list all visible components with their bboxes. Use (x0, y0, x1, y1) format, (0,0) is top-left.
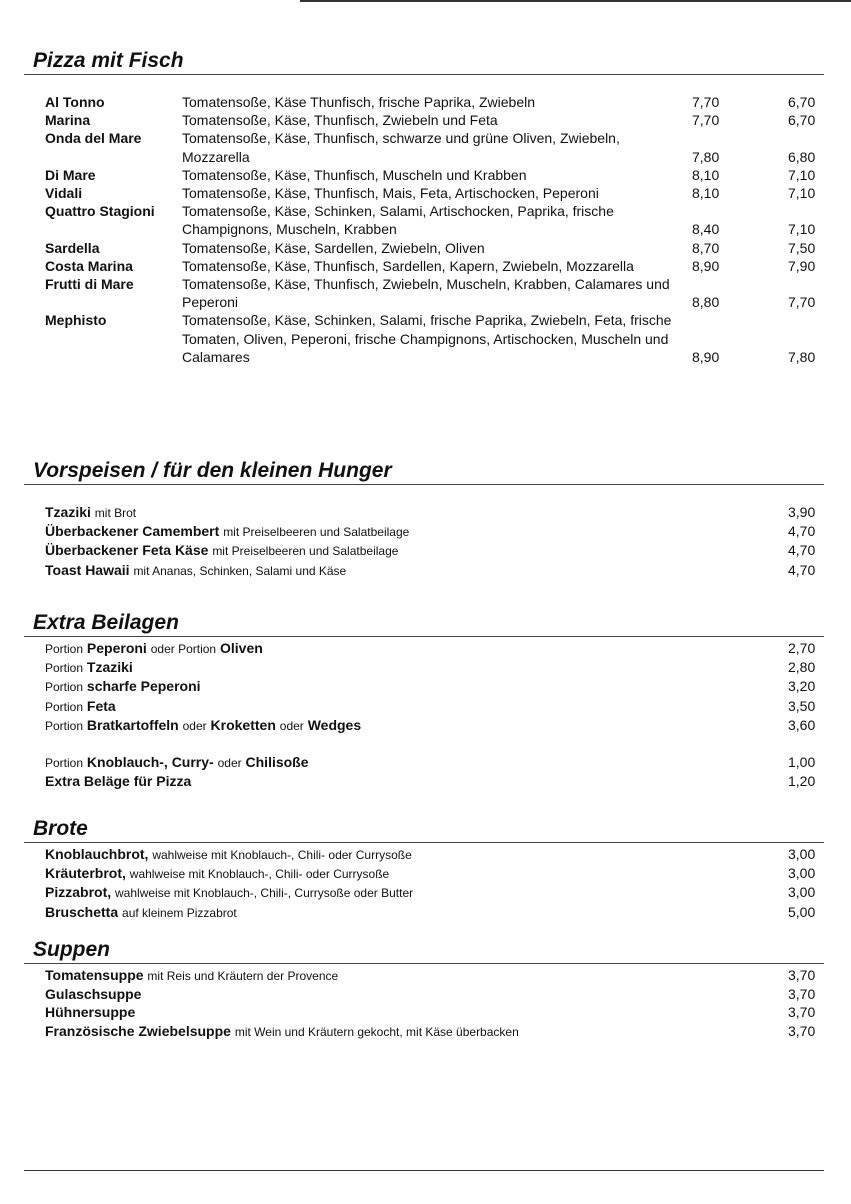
item-extra: wahlweise mit Knoblauch-, Chili-, Currysoße oder Butter (115, 886, 414, 901)
price-small: 7,80 (788, 348, 816, 365)
item-name: Knoblauch-, Curry- (86, 754, 214, 771)
menu-row (24, 864, 824, 883)
menu-row (24, 753, 824, 772)
item-name: Peperoni (86, 640, 147, 656)
price: 4,70 (788, 561, 816, 578)
item-extra: mit Ananas, Schinken, Salami und Käse (133, 563, 347, 578)
price-small: 7,10 (788, 185, 816, 202)
item-name: Pizzabrot, (45, 884, 112, 901)
menu-row (24, 772, 824, 790)
menu-row (24, 541, 824, 560)
item-name: Quattro Stagioni (45, 203, 155, 220)
price: 3,70 (788, 986, 816, 1003)
pizza-list (24, 93, 824, 366)
price-large: 8,70 (692, 239, 720, 256)
price-large: 8,80 (692, 294, 720, 311)
menu-row (24, 503, 824, 522)
price-large: 8,40 (692, 221, 720, 238)
connector-text: oder (182, 718, 207, 733)
price: 3,70 (788, 1004, 816, 1021)
connector-text: oder (279, 718, 304, 733)
item-name: Extra Beläge für Pizza (45, 773, 192, 790)
price: 1,20 (788, 773, 816, 790)
price-large: 7,80 (692, 148, 720, 165)
section-title: Brote (24, 816, 824, 843)
portion-text: Portion (45, 661, 84, 676)
item-name: Frutti di Mare (45, 276, 134, 293)
item-desc: Tomatensoße, Käse, Thunfisch, Zwiebeln und Feta (182, 112, 498, 129)
item-desc: Tomatensoße, Käse Thunfisch, frische Paprika, Zwiebeln (182, 94, 536, 110)
portion-text: Portion (45, 642, 84, 656)
menu-row (24, 561, 824, 580)
price-large: 8,10 (692, 166, 720, 183)
item-name: Marina (45, 112, 91, 129)
connector-text: oder (217, 756, 242, 771)
item-desc: Tomatensoße, Käse, Schinken, Salami, Artischocken, Paprika, frische Champignons, Muscheln, Krabben (182, 203, 614, 238)
bottom-rule (24, 1170, 824, 1171)
item-desc: Tomatensoße, Käse, Thunfisch, Sardellen, Kapern, Zwiebeln, Mozzarella (182, 257, 634, 274)
suppen-list (24, 966, 824, 1041)
menu-row (24, 1003, 824, 1021)
item-extra: wahlweise mit Knoblauch-, Chili- oder Currysoße (129, 867, 390, 882)
menu-row (24, 697, 824, 716)
item-desc: Tomatensoße, Käse, Thunfisch, Mais, Feta, Artischocken, Peperoni (182, 185, 599, 202)
menu-row (24, 166, 824, 184)
price: 2,70 (788, 640, 816, 656)
item-name: Überbackener Feta Käse (45, 542, 209, 559)
price: 3,70 (788, 1022, 816, 1039)
price-large: 7,70 (692, 94, 720, 110)
price-small: 7,90 (788, 257, 816, 274)
menu-row (24, 202, 824, 238)
item-name-alt2: Wedges (307, 716, 362, 733)
price-small: 7,70 (788, 294, 816, 311)
portion-text: Portion (45, 699, 84, 714)
menu-row (24, 1022, 824, 1041)
brote-list (24, 845, 824, 922)
item-name: Kräuterbrot, (45, 865, 126, 882)
item-name: Tomatensuppe (45, 967, 144, 983)
menu-row (24, 93, 824, 111)
price-small: 7,50 (788, 239, 816, 256)
item-name-alt: Oliven (219, 640, 263, 656)
price-small: 6,70 (788, 112, 816, 129)
item-name: Costa Marina (45, 257, 133, 274)
connector-text: oder Portion (150, 642, 217, 656)
price: 3,00 (788, 884, 816, 901)
portion-text: Portion (45, 718, 84, 733)
item-name: Hühnersuppe (45, 1004, 136, 1021)
price-small: 7,10 (788, 221, 816, 238)
item-name: Überbackener Camembert (45, 523, 220, 540)
price: 2,80 (788, 659, 816, 676)
item-name-alt: Kroketten (210, 716, 276, 733)
item-name: scharfe Peperoni (86, 678, 201, 695)
menu-row (24, 883, 824, 902)
item-name: Bruschetta (45, 903, 119, 920)
price-large: 8,90 (692, 348, 720, 365)
item-extra: mit Preiselbeeren und Salatbeilage (223, 525, 410, 540)
item-name: Mephisto (45, 312, 107, 329)
item-name: Tzaziki (86, 659, 133, 676)
price-small: 7,10 (788, 166, 816, 183)
item-desc: Tomatensoße, Käse, Thunfisch, schwarze und grüne Oliven, Zwiebeln, Mozzarella (182, 130, 620, 165)
item-name: Sardella (45, 239, 100, 256)
item-desc: Tomatensoße, Käse, Sardellen, Zwiebeln, Oliven (182, 239, 485, 256)
price: 3,60 (788, 716, 816, 733)
item-name: Feta (86, 697, 116, 714)
section-brote (24, 816, 824, 922)
item-name: Vidali (45, 185, 83, 202)
price: 3,20 (788, 678, 816, 695)
menu-row (24, 257, 824, 275)
menu-row (24, 845, 824, 864)
menu-row (24, 966, 824, 985)
menu-row (24, 184, 824, 202)
item-extra: mit Reis und Kräutern der Provence (147, 969, 339, 983)
menu-row (24, 677, 824, 696)
price: 3,00 (788, 865, 816, 882)
menu-row (24, 658, 824, 677)
section-suppen (24, 937, 824, 1041)
price: 3,00 (788, 846, 816, 862)
spacer (24, 735, 824, 753)
item-name: Französische Zwiebelsuppe (45, 1022, 231, 1039)
item-desc: Tomatensoße, Käse, Thunfisch, Zwiebeln, Muscheln, Krabben, Calamares und Peperoni (182, 276, 670, 311)
item-extra: auf kleinem Pizzabrot (122, 905, 237, 920)
top-rule (300, 0, 851, 2)
menu-row (24, 716, 824, 735)
item-name: Toast Hawaii (45, 561, 130, 578)
item-name: Onda del Mare (45, 130, 142, 147)
menu-row (24, 985, 824, 1003)
menu-row (24, 522, 824, 541)
section-title: Suppen (24, 937, 824, 964)
price: 3,90 (788, 504, 816, 520)
item-name: Tzaziki (45, 504, 91, 520)
price-small: 6,80 (788, 148, 816, 165)
menu-row (24, 903, 824, 922)
menu-row (24, 311, 824, 366)
section-title: Extra Beilagen (24, 610, 824, 637)
item-name: Bratkartoffeln (86, 716, 179, 733)
price: 4,70 (788, 523, 816, 540)
item-name: Knoblauchbrot, (45, 846, 149, 862)
section-pizza-fisch (24, 48, 824, 366)
section-title: Pizza mit Fisch (24, 48, 824, 75)
price-large: 7,70 (692, 112, 720, 129)
menu-row (24, 639, 824, 658)
menu-row (24, 275, 824, 311)
section-title: Vorspeisen / für den kleinen Hunger (24, 458, 824, 485)
section-vorspeisen (24, 458, 824, 580)
menu-row (24, 111, 824, 129)
price: 4,70 (788, 542, 816, 559)
price-large: 8,90 (692, 257, 720, 274)
price: 1,00 (788, 754, 816, 771)
vorspeisen-list (24, 503, 824, 580)
item-desc: Tomatensoße, Käse, Schinken, Salami, frische Paprika, Zwiebeln, Feta, frische Tomaten, Oliven, Peperoni, frische Champignons, Artischocken, Muscheln und Calamares (182, 312, 672, 365)
item-extra: mit Brot (94, 506, 137, 520)
price: 3,70 (788, 967, 816, 983)
item-desc: Tomatensoße, Käse, Thunfisch, Muscheln und Krabben (182, 166, 527, 183)
item-name: Gulaschsuppe (45, 986, 142, 1003)
price-small: 6,70 (788, 94, 816, 110)
beilagen-list (24, 639, 824, 790)
item-extra: mit Wein und Kräutern gekocht, mit Käse überbacken (234, 1024, 519, 1039)
menu-row (24, 129, 824, 165)
portion-text: Portion (45, 680, 84, 695)
item-extra: mit Preiselbeeren und Salatbeilage (212, 544, 399, 559)
section-beilagen (24, 610, 824, 790)
menu-row (24, 239, 824, 257)
item-name: Al Tonno (45, 94, 105, 110)
portion-text: Portion (45, 756, 84, 771)
item-extra: wahlweise mit Knoblauch-, Chili- oder Currysoße (152, 848, 412, 862)
item-name: Di Mare (45, 166, 96, 183)
price-large: 8,10 (692, 185, 720, 202)
price: 5,00 (788, 903, 816, 920)
item-name-alt: Chilisoße (245, 754, 309, 771)
price: 3,50 (788, 697, 816, 714)
